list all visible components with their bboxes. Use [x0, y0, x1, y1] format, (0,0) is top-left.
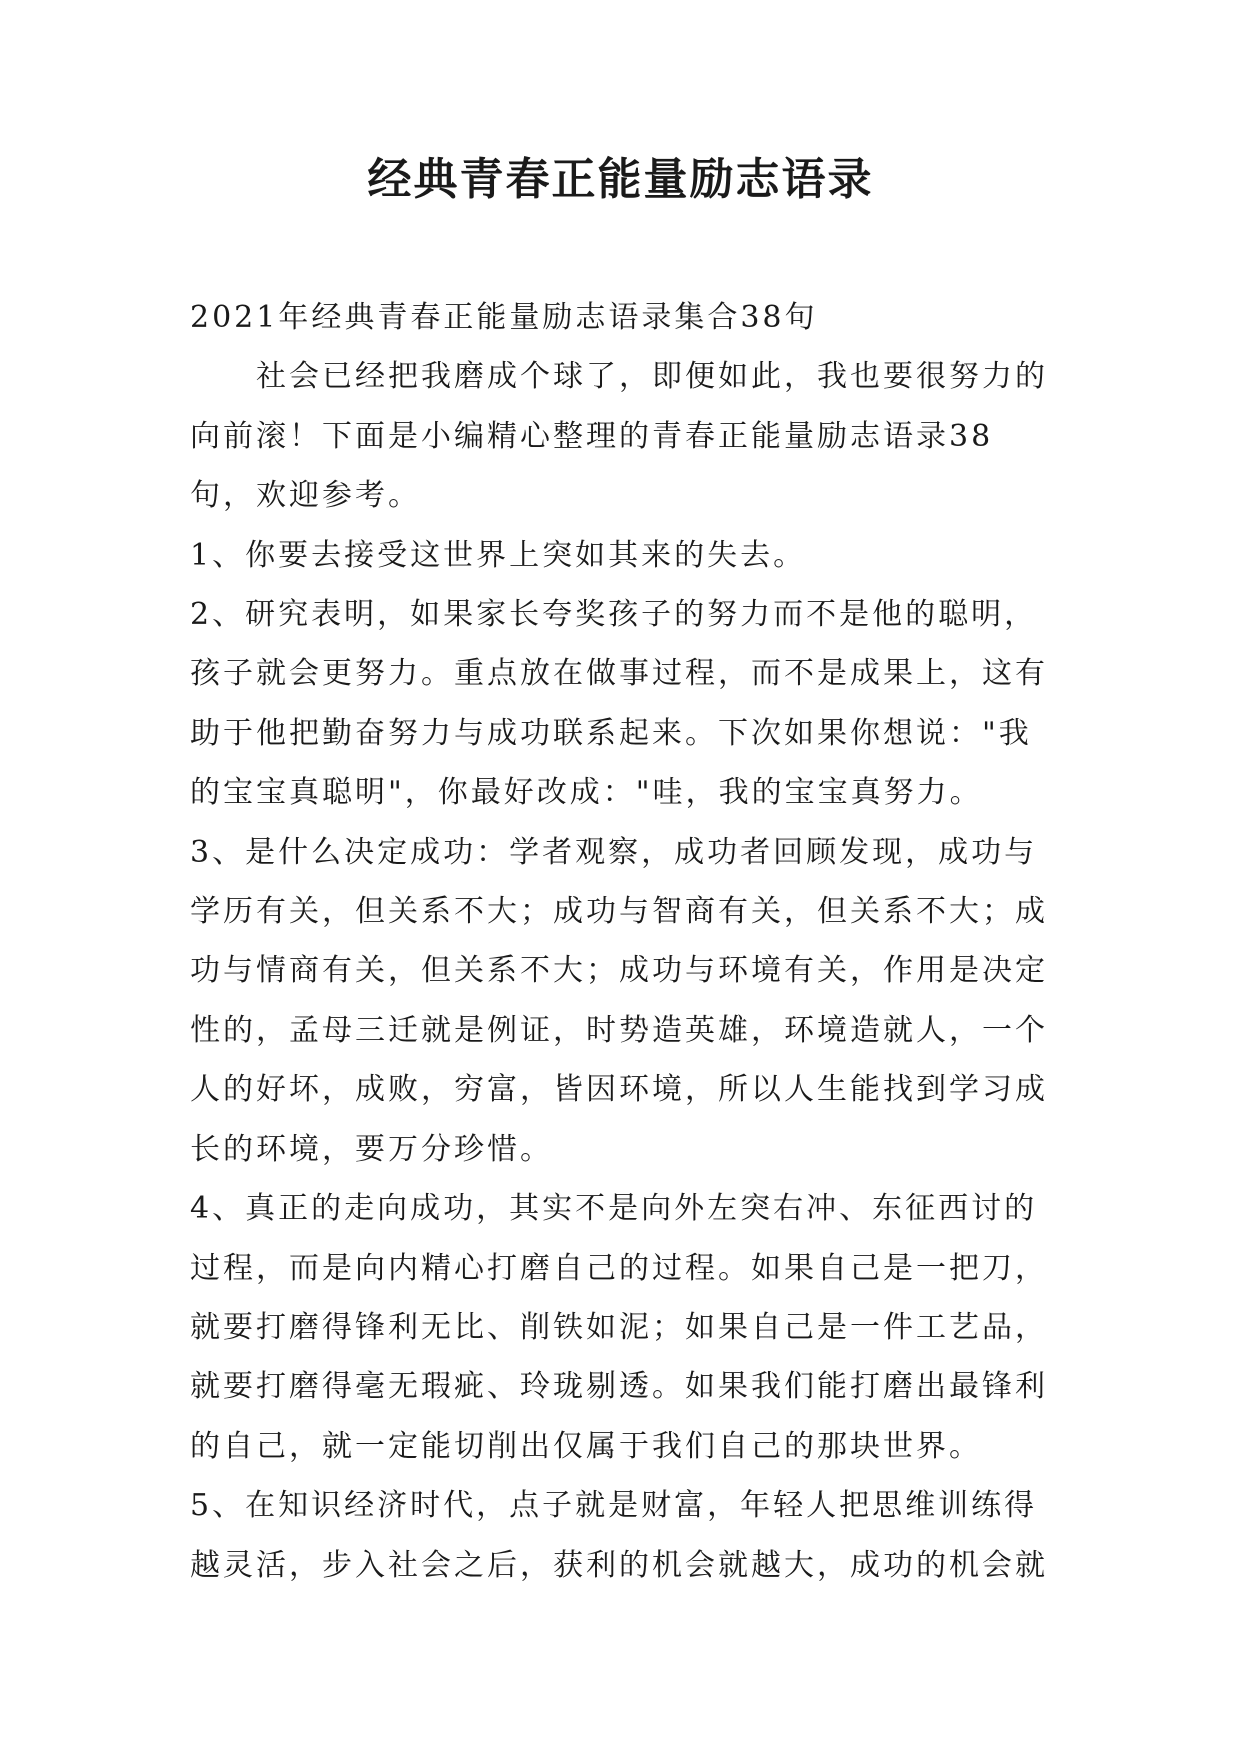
quote-item-1: 1、你要去接受这世界上突如其来的失去。	[190, 537, 807, 573]
quote-item-2: 2、研究表明，如果家长夸奖孩子的努力而不是他的聪明，孩子就会更努力。重点放在做事过程，而不是成果上，这有助于他把勤奋努力与成功联系起来。下次如果你想说："我的宝宝真聪明"，你最好改成："哇，我的宝宝真努力。	[190, 597, 1048, 811]
quote-item-3: 3、是什么决定成功：学者观察，成功者回顾发现，成功与学历有关，但关系不大；成功与智商有关，但关系不大；成功与情商有关，但关系不大；成功与环境有关，作用是决定性的，孟母三迁就是例证，时势造英雄，环境造就人，一个人的好坏，成败，穷富，皆因环境，所以人生能找到学习成长的环境，要万分珍惜。	[190, 834, 1048, 1167]
document-subtitle: 2021年经典青春正能量励志语录集合38句	[190, 300, 818, 335]
document-title: 经典青春正能量励志语录	[367, 154, 874, 205]
quote-item-5: 5、在知识经济时代，点子就是财富，年轻人把思维训练得越灵活，步入社会之后，获利的机会就越大，成功的机会就	[190, 1488, 1048, 1583]
quote-item-4: 4、真正的走向成功，其实不是向外左突右冲、东征西讨的过程，而是向内精心打磨自己的过程。如果自己是一把刀，就要打磨得锋利无比、削铁如泥；如果自己是一件工艺品，就要打磨得毫无瑕疵、玲珑剔透。如果我们能打磨出最锋利的自己，就一定能切削出仅属于我们自己的那块世界。	[190, 1191, 1048, 1464]
document-body	[190, 288, 1055, 1595]
intro-paragraph: 社会已经把我磨成个球了，即便如此，我也要很努力的向前滚！下面是小编精心整理的青春正能量励志语录38句，欢迎参考。	[190, 359, 1048, 514]
